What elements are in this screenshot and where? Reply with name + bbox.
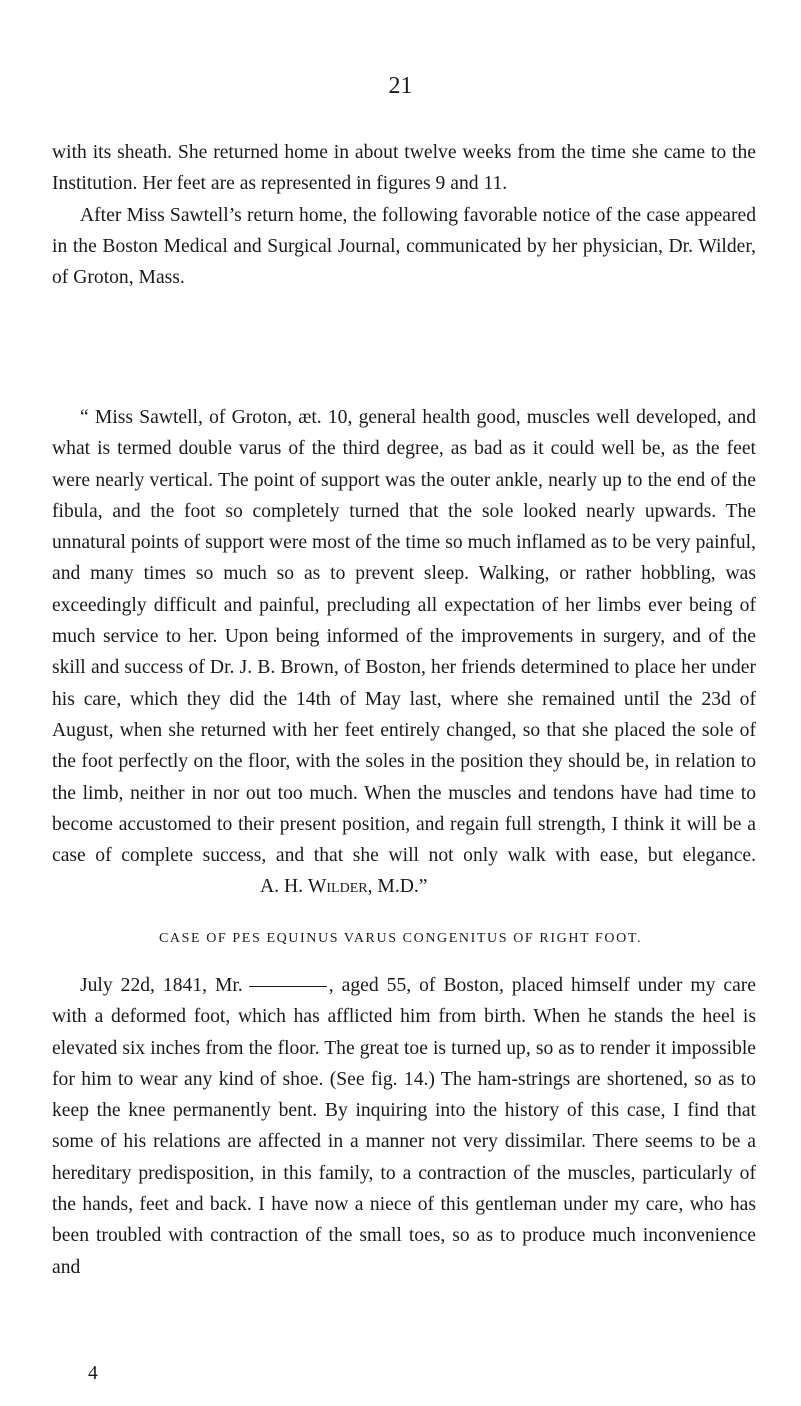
paragraph-return-notice: After Miss Sawtell’s return home, the following favorable notice of the case appeared in the Boston Medical and Surgical Journal, communicated by her physician, Dr. Wilder, of Groton, Mass. — [52, 204, 756, 289]
case-report — [52, 970, 756, 1283]
case-heading: CASE OF PES EQUINUS VARUS CONGENITUS OF RIGHT FOOT. — [158, 931, 643, 946]
quote-paragraph — [52, 402, 756, 903]
signature-initials: A. H. — [260, 876, 303, 898]
quote-signature — [232, 871, 428, 902]
signature-name: Wilder, — [307, 876, 373, 898]
printer-signature-mark: 4 — [88, 1363, 98, 1384]
opening-paragraphs — [52, 137, 756, 293]
case-body: , aged 55, of Boston, placed himself under my care with a deformed foot, which has afflicted him from birth. When he stands the heel is elevated six inches from the floor. The great toe is turned up, so as to render it impossible for him to wear any kind of shoe. (See fig. 14.) The ham-strings are shortened, so as to keep the knee permanently bent. By inquiring into the history of this case, I find that some of his relations are affected in a manner not very dissimilar. There seems to be a hereditary predisposition, in this family, to a contraction of the muscles, particularly of the hands, feet and back. I have now a niece of this gentleman under my care, who has been troubled with contraction of the small toes, so as to produce much inconvenience and — [52, 975, 756, 1278]
case-paragraph — [52, 970, 756, 1283]
case-lead: July 22d, 1841, Mr. — [80, 975, 243, 996]
paragraph-sheath: with its sheath. She returned home in about twelve weeks from the time she came to the Institution. Her feet are as represented in figures 9 and 11. — [52, 142, 756, 195]
name-omitted-dash — [249, 986, 327, 987]
page-number: 21 — [388, 73, 413, 99]
quote-text: “ Miss Sawtell, of Groton, æt. 10, general health good, muscles well developed, and what is termed double varus of the third degree, as bad as it could well be, as the feet were nearly vertical. The point of support was the outer ankle, nearly up to the end of the fibula, and the foot so completely turned that the sole looked nearly upwards. The unnatural points of support were most of the time so much inflamed as to be very painful, and many times so much so as to prevent sleep. Walking, or rather hobbling, was exceedingly difficult and painful, precluding all expectation of her limbs ever being of much service to her. Upon being informed of the improvements in surgery, and of the skill and success of Dr. J. B. Brown, of Boston, her friends determined to place her under his care, which they did the 14th of May last, where she remained until the 23d of August, when she returned with her feet entirely changed, so that she placed the sole of the foot perfectly on the floor, with the soles in the position they should be, in relation to the limb, neither in nor out too much. When the muscles and tendons have had time to become accustomed to their present position, and regain full strength, I think it will be a case of complete success, and that she will not only walk with ease, but elegance. — [52, 407, 756, 867]
journal-quote — [52, 402, 756, 903]
signature-suffix: M.D.” — [377, 876, 428, 898]
